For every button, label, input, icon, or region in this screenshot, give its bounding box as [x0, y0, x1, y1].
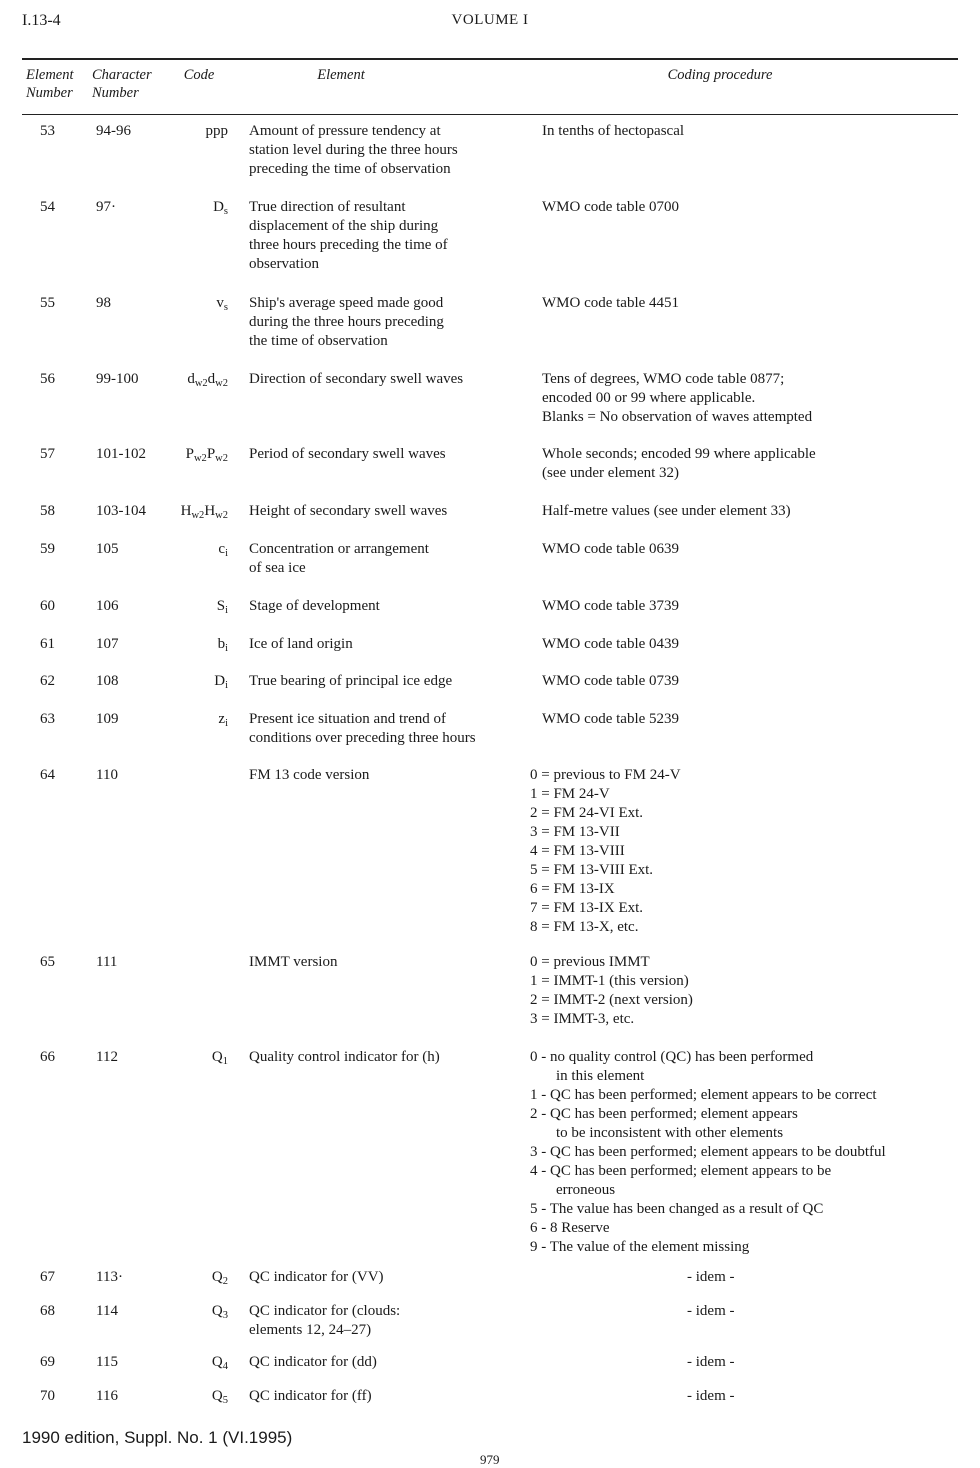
element-number: 69: [40, 1354, 55, 1370]
character-number: 112: [96, 1049, 118, 1065]
element-number: 57: [40, 446, 55, 462]
code-subscript: w2: [215, 453, 228, 464]
code-letter: b: [217, 636, 226, 652]
coding-line: 6 = FM 13-IX: [530, 881, 615, 897]
element-description: [249, 370, 521, 389]
code-symbol: [160, 294, 228, 313]
code-letter: D: [213, 199, 224, 215]
element-line: conditions over preceding three hours: [249, 730, 476, 746]
element-line: Amount of pressure tendency at: [249, 123, 441, 139]
code-letter: v: [216, 295, 224, 311]
element-description: [249, 1302, 521, 1340]
code-letter: Q: [211, 1388, 223, 1404]
element-line: Direction of secondary swell waves: [249, 371, 464, 387]
element-number: 56: [40, 371, 55, 387]
code-letter: H: [204, 503, 216, 519]
coding-line: 0 = previous to FM 24-V: [530, 767, 681, 783]
code-symbol: [160, 540, 228, 559]
coding-line: 6 - 8 Reserve: [530, 1220, 610, 1236]
column-header-element: Element: [317, 67, 365, 83]
coding-procedure: [542, 198, 962, 217]
code-subscript: 3: [222, 1310, 228, 1321]
coding-procedure: [530, 766, 950, 937]
code-subscript: i: [225, 680, 228, 691]
element-line: elements 12, 24–27): [249, 1322, 372, 1338]
coding-procedure: [542, 672, 962, 691]
coding-line: WMO code table 4451: [542, 295, 680, 311]
code-symbol: [160, 445, 228, 464]
coding-line: encoded 00 or 99 where applicable.: [542, 390, 756, 406]
coding-line: 2 = IMMT-2 (next version): [530, 992, 693, 1008]
character-number: 107: [96, 636, 119, 652]
coding-procedure: [542, 1387, 962, 1406]
element-line: Quality control indicator for (h): [249, 1049, 440, 1065]
coding-line: Tens of degrees, WMO code table 0877;: [542, 371, 785, 387]
coding-line: In tenths of hectopascal: [542, 123, 685, 139]
code-subscript: i: [225, 605, 228, 616]
coding-line: - idem -: [687, 1354, 735, 1370]
element-line: Stage of development: [249, 598, 380, 614]
element-line: observation: [249, 256, 319, 272]
element-number: 55: [40, 295, 55, 311]
element-description: [249, 1268, 521, 1287]
coding-line: 1 = FM 24-V: [530, 786, 610, 802]
code-symbol: [160, 1302, 228, 1321]
element-number: 70: [40, 1388, 55, 1404]
code-subscript: i: [225, 718, 228, 729]
character-number: 103-104: [96, 503, 146, 519]
coding-line: 4 - QC has been performed; element appears to be: [530, 1163, 832, 1179]
element-number: 65: [40, 954, 55, 970]
code-letter: Q: [211, 1049, 223, 1065]
coding-line: to be inconsistent with other elements: [556, 1125, 784, 1141]
code-subscript: w2: [191, 510, 205, 521]
coding-line: WMO code table 5239: [542, 711, 680, 727]
code-subscript: w2: [194, 378, 208, 389]
element-line: Ship's average speed made good: [249, 295, 444, 311]
coding-line: WMO code table 0439: [542, 636, 680, 652]
code-letter: d: [207, 371, 216, 387]
code-subscript: s: [223, 302, 228, 313]
column-header-element-number: Element Number: [26, 67, 74, 101]
coding-line: - idem -: [687, 1269, 735, 1285]
element-description: [249, 198, 521, 274]
coding-line: 1 = IMMT-1 (this version): [530, 973, 689, 989]
element-description: [249, 953, 521, 972]
character-number: 110: [96, 767, 118, 783]
element-description: [249, 502, 521, 521]
code-subscript: 2: [222, 1276, 228, 1287]
element-line: Height of secondary swell waves: [249, 503, 448, 519]
character-number: 106: [96, 598, 119, 614]
element-line: Period of secondary swell waves: [249, 446, 446, 462]
coding-procedure: [542, 1353, 962, 1372]
code-subscript: i: [225, 643, 228, 654]
code-symbol: [160, 597, 228, 616]
element-line: QC indicator for (ff): [249, 1388, 372, 1404]
coding-procedure: [542, 370, 962, 427]
coding-line: - idem -: [687, 1303, 735, 1319]
character-number: 101-102: [96, 446, 146, 462]
element-line: displacement of the ship during: [249, 218, 439, 234]
code-letter: Q: [211, 1269, 223, 1285]
coding-line: 7 = FM 13-IX Ext.: [530, 900, 644, 916]
element-description: [249, 294, 521, 351]
element-number: 64: [40, 767, 55, 783]
volume-title: VOLUME I: [451, 12, 529, 28]
coding-line: 5 - The value has been changed as a result of QC: [530, 1201, 824, 1217]
coding-line: Half-metre values (see under element 33): [542, 503, 791, 519]
coding-procedure: [530, 953, 950, 1029]
code-letter: Q: [211, 1303, 223, 1319]
coding-procedure: [542, 122, 962, 141]
column-header-character-number: Character Number: [92, 67, 152, 101]
element-description: [249, 1353, 521, 1372]
coding-procedure: [542, 445, 962, 483]
page-number: 979: [480, 1452, 500, 1467]
coding-line: 2 = FM 24-VI Ext.: [530, 805, 644, 821]
code-subscript: 4: [222, 1361, 228, 1372]
element-line: three hours preceding the time of: [249, 237, 448, 253]
character-number: 111: [96, 954, 118, 970]
element-line: the time of observation: [249, 333, 388, 349]
code-symbol: [160, 1353, 228, 1372]
character-number: 108: [96, 673, 119, 689]
element-line: QC indicator for (VV): [249, 1269, 384, 1285]
element-description: [249, 1387, 521, 1406]
coding-line: (see under element 32): [542, 465, 680, 481]
coding-line: 3 - QC has been performed; element appears to be doubtful: [530, 1144, 886, 1160]
element-number: 68: [40, 1303, 55, 1319]
coding-procedure: [542, 540, 962, 559]
code-subscript: w2: [215, 378, 228, 389]
page-reference: I.13-4: [22, 12, 61, 29]
coding-line: 3 = FM 13-VII: [530, 824, 620, 840]
element-description: [249, 710, 521, 748]
element-description: [249, 635, 521, 654]
element-number: 60: [40, 598, 55, 614]
character-number: 113·: [96, 1269, 123, 1285]
element-line: of sea ice: [249, 560, 306, 576]
element-line: Present ice situation and trend of: [249, 711, 447, 727]
code-subscript: s: [223, 206, 228, 217]
coding-procedure: [542, 1268, 962, 1287]
element-number: 61: [40, 636, 55, 652]
coding-procedure: [542, 294, 962, 313]
column-header-code: Code: [183, 67, 215, 83]
code-letter: Q: [211, 1354, 223, 1370]
coding-line: 1 - QC has been performed; element appears to be correct: [530, 1087, 877, 1103]
coding-procedure: [542, 1302, 962, 1321]
column-header-coding-procedure: Coding procedure: [667, 67, 773, 83]
character-number: 109: [96, 711, 119, 727]
code-symbol: [160, 635, 228, 654]
code-symbol: [160, 1268, 228, 1287]
code-symbol: [160, 710, 228, 729]
code-letter: z: [218, 711, 226, 727]
element-number: 63: [40, 711, 55, 727]
coding-line: WMO code table 0639: [542, 541, 680, 557]
edition-footer: 1990 edition, Suppl. No. 1 (VI.1995): [22, 1428, 293, 1447]
character-number: 114: [96, 1303, 118, 1319]
character-number: 115: [96, 1354, 118, 1370]
element-line: Concentration or arrangement: [249, 541, 429, 557]
character-number: 97·: [96, 199, 116, 215]
code-letter: P: [206, 446, 216, 462]
coding-procedure: [530, 1048, 950, 1257]
character-number: 105: [96, 541, 119, 557]
character-number: 116: [96, 1388, 118, 1404]
code-symbol: [160, 1387, 228, 1406]
coding-line: WMO code table 0700: [542, 199, 680, 215]
code-symbol: [160, 672, 228, 691]
coding-line: 0 - no quality control (QC) has been performed: [530, 1049, 814, 1065]
character-number: 99-100: [96, 371, 139, 387]
code-letter: P: [185, 446, 194, 462]
coding-procedure: [542, 710, 962, 729]
element-number: 58: [40, 503, 55, 519]
element-number: 66: [40, 1049, 55, 1065]
coding-procedure: [542, 597, 962, 616]
code-subscript: 5: [222, 1395, 228, 1406]
code-symbol: ppp: [205, 123, 228, 139]
coding-line: 8 = FM 13-X, etc.: [530, 919, 639, 935]
coding-line: 0 = previous IMMT: [530, 954, 650, 970]
element-line: during the three hours preceding: [249, 314, 444, 330]
coding-line: Whole seconds; encoded 99 where applicable: [542, 446, 816, 462]
element-number: 59: [40, 541, 55, 557]
coding-line: 5 = FM 13-VIII Ext.: [530, 862, 654, 878]
element-description: [249, 766, 521, 785]
element-line: QC indicator for (dd): [249, 1354, 377, 1370]
element-line: preceding the time of observation: [249, 161, 451, 177]
element-number: 67: [40, 1269, 55, 1285]
element-line: True direction of resultant: [249, 199, 406, 215]
element-description: [249, 672, 521, 691]
element-line: IMMT version: [249, 954, 338, 970]
coding-line: erroneous: [556, 1182, 616, 1198]
code-subscript: w2: [193, 453, 207, 464]
code-symbol: [160, 502, 228, 521]
code-symbol: [160, 1048, 228, 1067]
code-subscript: w2: [215, 510, 228, 521]
code-symbol: [160, 198, 228, 217]
element-line: FM 13 code version: [249, 767, 370, 783]
element-number: 53: [40, 123, 55, 139]
element-number: 62: [40, 673, 55, 689]
character-number: 94-96: [96, 123, 131, 139]
coding-line: in this element: [556, 1068, 645, 1084]
coding-procedure: [542, 635, 962, 654]
coding-line: WMO code table 3739: [542, 598, 680, 614]
code-letter: d: [187, 371, 195, 387]
code-symbol: [160, 370, 228, 389]
code-letter: D: [214, 673, 226, 689]
code-subscript: 1: [222, 1056, 228, 1067]
element-line: QC indicator for (clouds:: [249, 1303, 401, 1319]
element-line: True bearing of principal ice edge: [249, 673, 453, 689]
coding-line: 3 = IMMT-3, etc.: [530, 1011, 635, 1027]
code-letter: S: [216, 598, 226, 614]
element-line: Ice of land origin: [249, 636, 353, 652]
code-subscript: i: [225, 548, 228, 559]
coding-line: 2 - QC has been performed; element appears: [530, 1106, 798, 1122]
coding-line: - idem -: [687, 1388, 735, 1404]
element-line: station level during the three hours: [249, 142, 458, 158]
coding-line: Blanks = No observation of waves attempted: [542, 409, 813, 425]
element-description: [249, 540, 521, 578]
coding-line: 9 - The value of the element missing: [530, 1239, 750, 1255]
coding-procedure: [542, 502, 962, 521]
character-number: 98: [96, 295, 111, 311]
code-letter: c: [218, 541, 226, 557]
element-description: [249, 445, 521, 464]
element-description: [249, 597, 521, 616]
element-description: [249, 122, 521, 179]
coding-line: WMO code table 0739: [542, 673, 680, 689]
coding-line: 4 = FM 13-VIII: [530, 843, 625, 859]
code-letter: H: [180, 503, 192, 519]
element-description: [249, 1048, 521, 1067]
element-number: 54: [40, 199, 55, 215]
